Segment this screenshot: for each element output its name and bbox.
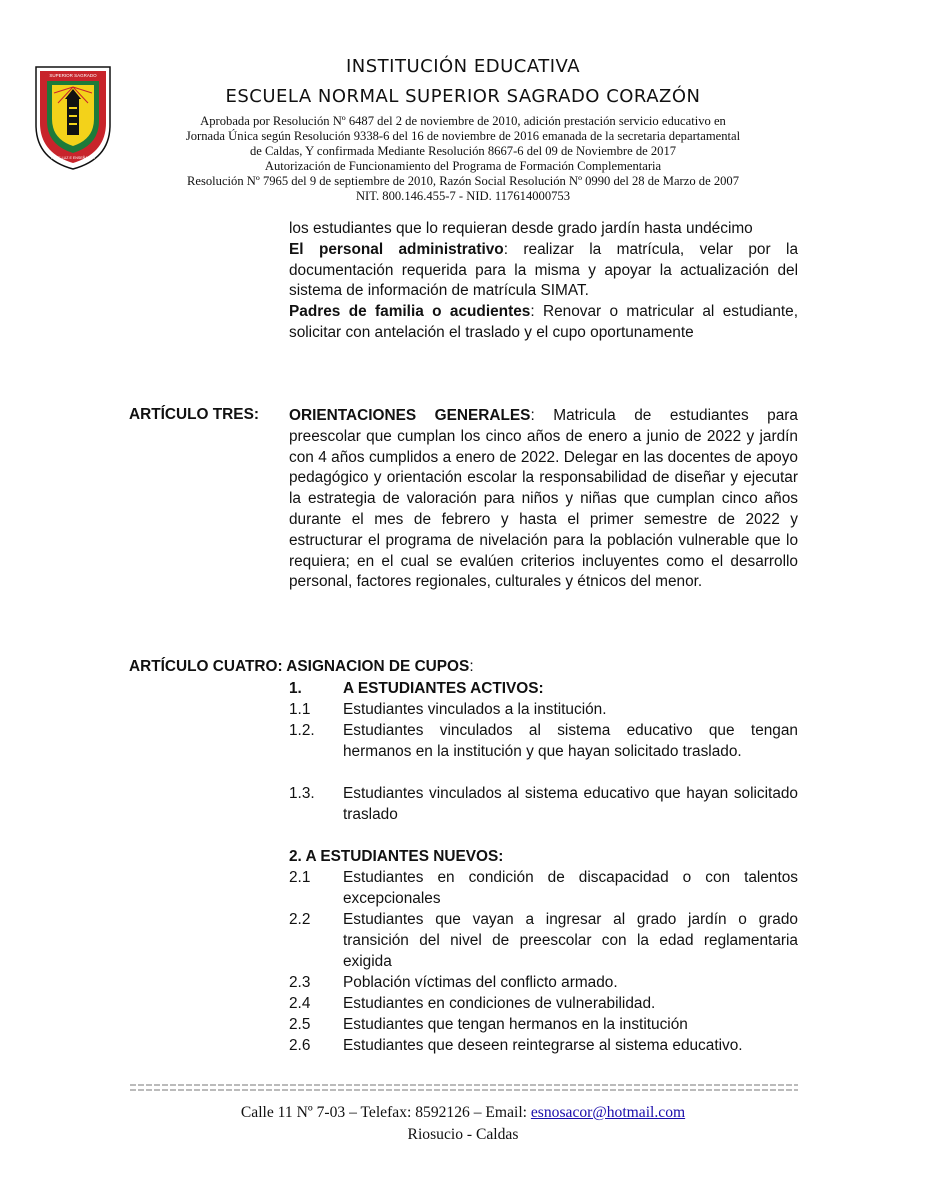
header-title-institution: INSTITUCIÓN EDUCATIVA (345, 56, 581, 77)
footer-address-text: Calle 11 Nº 7-03 – Telefax: 8592126 – Email: (240, 1104, 531, 1121)
article-three-text: : Matricula de estudiantes para preescolar que cumplan los cinco años de enero a junio de 2022 y jardín con 4 años cumplidos a enero de 2022. Delegar en las docentes de apoyo pedagógico y orientación escolar la responsabilidad de diseñar y ejecutar la estrategia de valoración para niños y niñas que cumplan cinco años durante el mes de febrero y hasta el primer semestre de 2022 y estructurar el programa de nivelación para la población vulnerable que lo requiera; en el cual se evalúen criterios incluyentes como el desarrollo personal, factores regionales, culturales y étnicos del menor. (289, 407, 798, 591)
school-crest-logo (32, 63, 114, 171)
parents-text: : Renovar o matricular al estudiante, solicitar con antelación el traslado y el cupo oportunamente (289, 303, 798, 341)
intro-block (289, 219, 798, 344)
logo-top-text: SUPERIOR SAGRADO (49, 73, 97, 78)
article-three-body (289, 406, 798, 593)
article-three-heading: ORIENTACIONES GENERALES (289, 407, 531, 424)
header-line: Autorización de Funcionamiento del Programa de Formación Complementaria (264, 159, 662, 173)
header-line: Jornada Única según Resolución 9338-6 del 16 de noviembre de 2016 emanada de la secretaria departamental (185, 129, 741, 143)
header-title-school: ESCUELA NORMAL SUPERIOR SAGRADO CORAZÓN (225, 86, 701, 107)
intro-paragraph: los estudiantes que lo requieran desde grado jardín hasta undécimo (289, 220, 753, 237)
article-four-label: ARTÍCULO CUATRO: ASIGNACION DE CUPOS: (129, 658, 474, 675)
admin-staff-paragraph (289, 240, 798, 302)
logo-bottom-text: ARTE LUZ E ENSEÑANZA (51, 156, 95, 160)
header-line: NIT. 800.146.455-7 - NID. 117614000753 (355, 189, 571, 203)
section-new-students-title: 2. A ESTUDIANTES NUEVOS: (289, 848, 504, 865)
header-line: Resolución Nº 7965 del 9 de septiembre de 2010, Razón Social Resolución Nº 0990 del 28 de Marzo de 2007 (186, 174, 740, 188)
header-resolutions (110, 114, 816, 204)
header-line: de Caldas, Y confirmada Mediante Resolución 8667-6 del 09 de Noviembre de 2017 (249, 144, 677, 158)
admin-staff-text: : realizar la matrícula, velar por la documentación requerida para la misma y apoyar la actualización del sistema de información de matrícula SIMAT. (289, 240, 798, 300)
parents-paragraph (289, 302, 798, 344)
header-line: Aprobada por Resolución Nº 6487 del 2 de noviembre de 2010, adición prestación servicio educativo en (200, 114, 726, 128)
article-three-label: ARTÍCULO TRES: (129, 406, 259, 423)
admin-staff-label: El personal administrativo (289, 240, 504, 258)
footer-city: Riosucio - Caldas (407, 1126, 519, 1143)
footer-address (110, 1104, 816, 1122)
footer-divider (130, 1082, 798, 1094)
parents-label: Padres de familia o acudientes (289, 303, 531, 321)
footer-email-link[interactable]: esnosacor@hotmail.com (530, 1104, 686, 1121)
